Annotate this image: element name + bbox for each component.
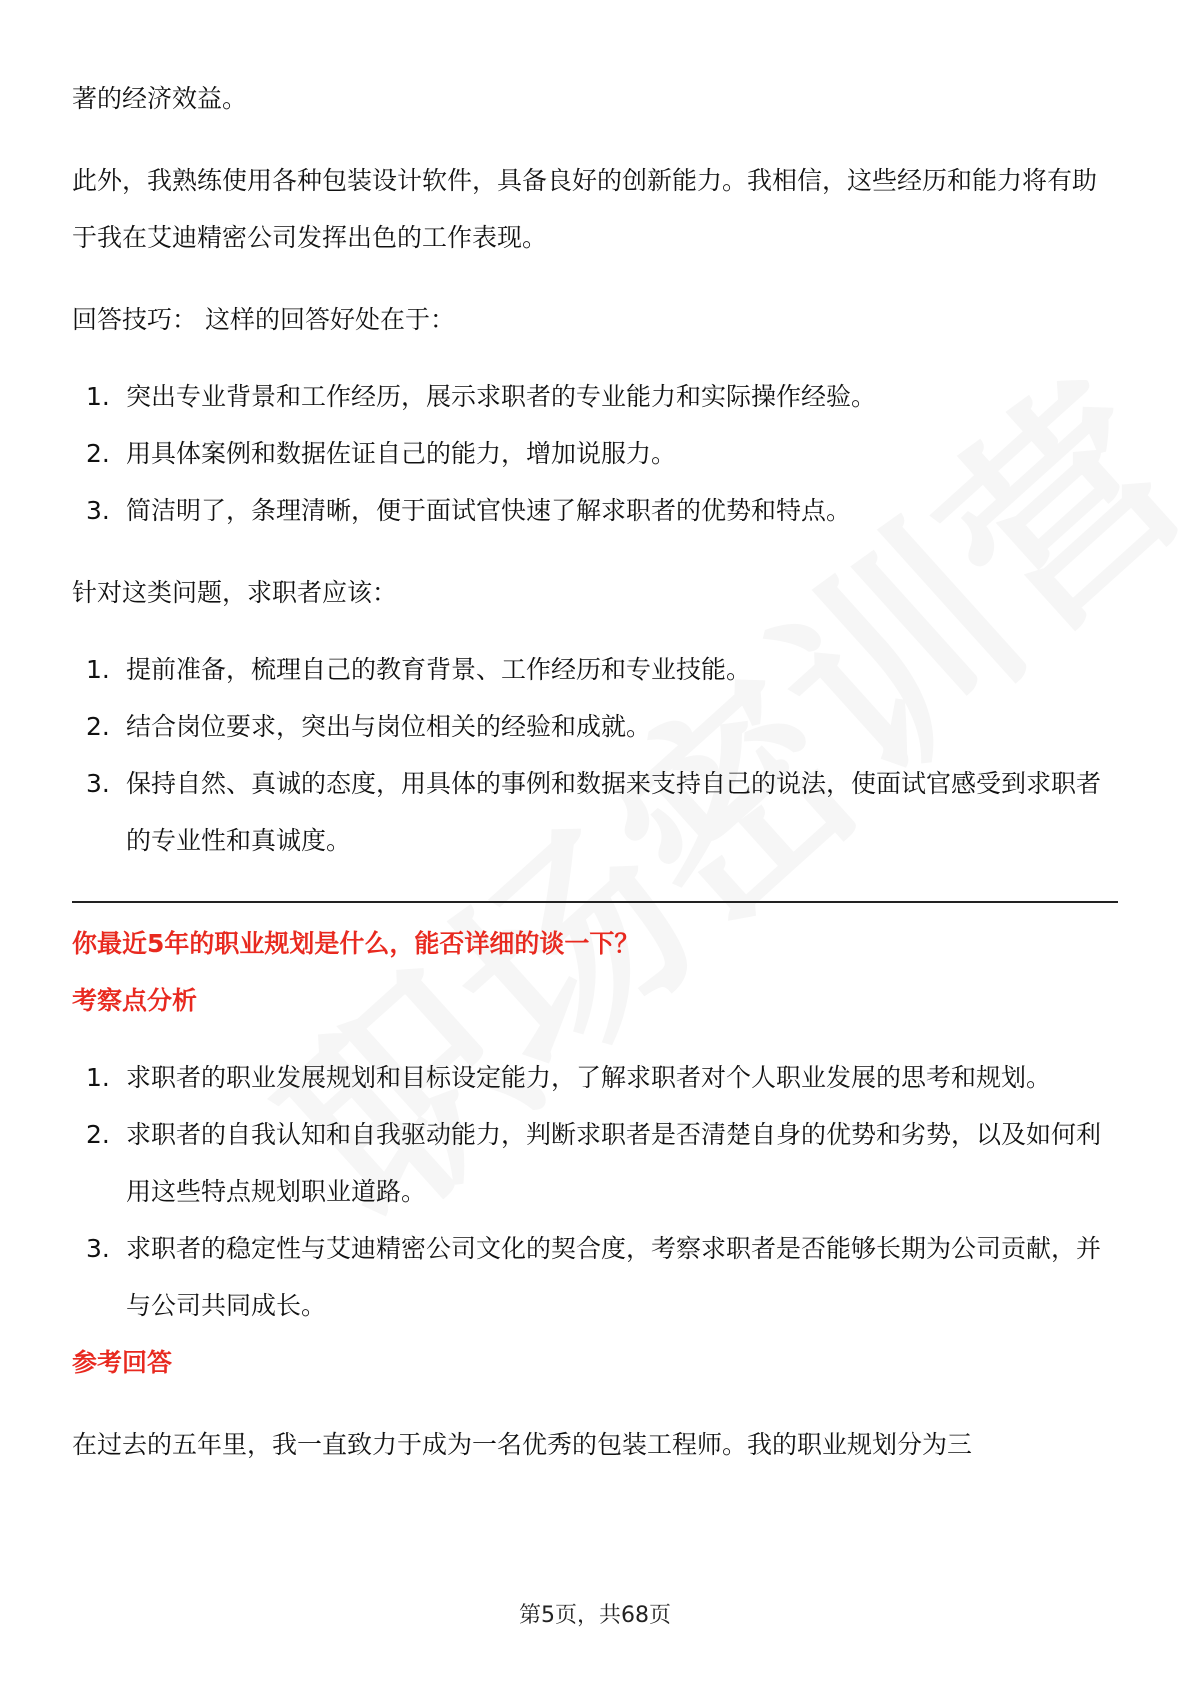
list-number: 1. [86, 1063, 110, 1092]
section-divider [72, 901, 1118, 903]
list-number: 1. [86, 382, 110, 411]
list-number: 2. [86, 712, 110, 741]
list-text: 提前准备，梳理自己的教育背景、工作经历和专业技能。 [126, 655, 752, 684]
should-intro: 针对这类问题，求职者应该： [72, 578, 398, 607]
reference-answer: 在过去的五年里，我一直致力于成为一名优秀的包装工程师。我的职业规划分为三 [72, 1430, 973, 1459]
tips-list [72, 368, 1118, 539]
list-text: 结合岗位要求，突出与岗位相关的经验和成就。 [126, 712, 652, 741]
list-item [72, 1106, 1118, 1220]
list-item [72, 755, 1118, 869]
list-text: 求职者的稳定性与艾迪精密公司文化的契合度，考察求职者是否能够长期为公司贡献，并与公司共同成长。 [126, 1234, 1102, 1320]
list-number: 2. [86, 1120, 110, 1149]
list-item [72, 698, 1118, 755]
paragraph-continuation: 著的经济效益。 [72, 84, 248, 113]
page-footer: 第5页，共68页 [519, 1603, 671, 1628]
list-item [72, 425, 1118, 482]
list-number: 3. [86, 1234, 110, 1263]
list-item [72, 1049, 1118, 1106]
list-item [72, 1220, 1118, 1334]
paragraph-skills: 此外，我熟练使用各种包装设计软件，具备良好的创新能力。我相信，这些经历和能力将有助于我在艾迪精密公司发挥出色的工作表现。 [72, 166, 1098, 252]
tips-intro: 回答技巧： 这样的回答好处在于： [72, 305, 455, 334]
list-item [72, 368, 1118, 425]
list-number: 3. [86, 496, 110, 525]
question-heading: 你最近5年的职业规划是什么，能否详细的谈一下？ [72, 929, 640, 958]
page-content [72, 70, 1118, 1473]
list-text: 突出专业背景和工作经历，展示求职者的专业能力和实际操作经验。 [126, 382, 877, 411]
should-list [72, 641, 1118, 869]
list-text: 用具体案例和数据佐证自己的能力，增加说服力。 [126, 439, 677, 468]
list-text: 简洁明了，条理清晰，便于面试官快速了解求职者的优势和特点。 [126, 496, 852, 525]
list-number: 3. [86, 769, 110, 798]
list-number: 2. [86, 439, 110, 468]
analysis-list [72, 1049, 1118, 1334]
analysis-heading: 考察点分析 [72, 986, 198, 1015]
list-text: 求职者的自我认知和自我驱动能力，判断求职者是否清楚自身的优势和劣势，以及如何利用这些特点规划职业道路。 [126, 1120, 1102, 1206]
list-number: 1. [86, 655, 110, 684]
list-item [72, 641, 1118, 698]
list-text: 求职者的职业发展规划和目标设定能力，了解求职者对个人职业发展的思考和规划。 [126, 1063, 1052, 1092]
list-item [72, 482, 1118, 539]
list-text: 保持自然、真诚的态度，用具体的事例和数据来支持自己的说法，使面试官感受到求职者的专业性和真诚度。 [126, 769, 1102, 855]
reference-heading: 参考回答 [72, 1348, 173, 1377]
